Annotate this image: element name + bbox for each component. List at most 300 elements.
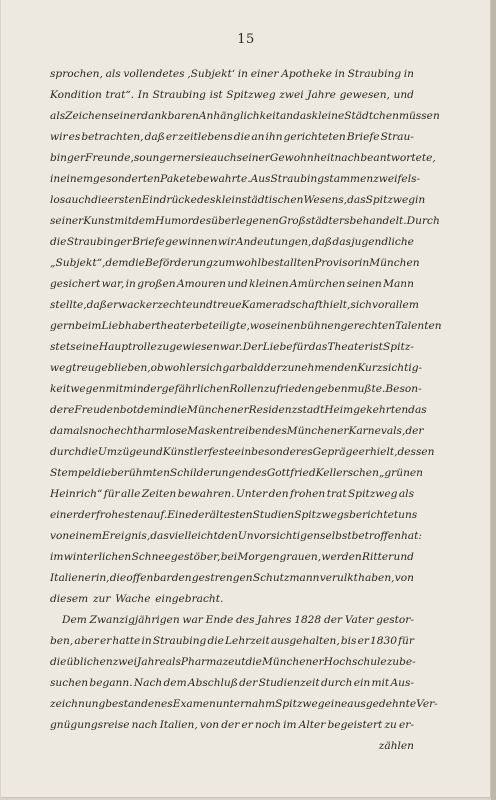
text-line bbox=[50, 106, 440, 127]
word: beteiligte, bbox=[195, 320, 250, 332]
word: Spitzweg bbox=[275, 698, 325, 710]
word: ersten bbox=[107, 194, 142, 206]
word: ihn bbox=[265, 131, 283, 143]
word: frohesten bbox=[95, 509, 148, 521]
word: begann. bbox=[89, 677, 133, 689]
word: mit bbox=[114, 215, 132, 227]
word: gnügungsreise bbox=[50, 719, 130, 731]
word: für bbox=[292, 341, 309, 353]
word: offenbar bbox=[126, 572, 172, 584]
word: zur bbox=[92, 593, 111, 605]
word: war bbox=[182, 614, 203, 626]
book-page bbox=[1, 0, 491, 798]
word: Jahre bbox=[307, 89, 336, 101]
word: in bbox=[160, 404, 171, 416]
word: kleinen bbox=[249, 278, 289, 290]
word: hat: bbox=[400, 530, 422, 542]
word: Straubing bbox=[347, 68, 402, 80]
word: Zwanzigjährigen bbox=[89, 614, 180, 626]
word: in bbox=[125, 278, 136, 290]
word: und bbox=[393, 551, 414, 563]
word: er bbox=[184, 152, 196, 164]
word: Stempel bbox=[50, 467, 95, 479]
word: treue bbox=[212, 299, 242, 311]
word: in bbox=[359, 257, 370, 269]
word: Rollen bbox=[229, 383, 264, 395]
word: Schilderungen bbox=[169, 467, 249, 479]
word: alle bbox=[121, 488, 141, 500]
word: Kondition bbox=[50, 89, 102, 101]
word: Kurzsichtig- bbox=[357, 362, 423, 374]
word: zechte bbox=[157, 299, 193, 311]
word: unternahm bbox=[215, 698, 276, 710]
word: ist bbox=[369, 341, 383, 353]
word: Eine bbox=[167, 509, 192, 521]
word: die bbox=[50, 656, 67, 668]
word: von bbox=[394, 572, 414, 584]
word: echt bbox=[114, 425, 138, 437]
word: überlegenen bbox=[211, 215, 279, 227]
word: Durch bbox=[406, 215, 440, 227]
word: Kunst bbox=[83, 215, 115, 227]
word: trat bbox=[326, 488, 347, 500]
word: die bbox=[50, 236, 67, 248]
word: wir bbox=[217, 236, 236, 248]
word: das bbox=[308, 341, 328, 353]
word: eingebracht. bbox=[155, 593, 224, 605]
word: kleinstädtischen bbox=[215, 194, 304, 206]
word: Münchener bbox=[186, 404, 249, 416]
text-line bbox=[50, 442, 435, 463]
word: betrachten, bbox=[81, 131, 144, 143]
word: und bbox=[393, 89, 414, 101]
word: zählen bbox=[378, 740, 414, 752]
word: seiner bbox=[50, 215, 84, 227]
word: Unvorsichtigen bbox=[237, 530, 321, 542]
word: weg bbox=[50, 362, 73, 374]
word: frohen bbox=[289, 488, 326, 500]
text-line bbox=[50, 148, 436, 169]
word: der bbox=[239, 677, 258, 689]
word: selbst bbox=[320, 530, 352, 542]
word: so bbox=[133, 152, 146, 164]
word: keit bbox=[50, 383, 71, 395]
text-line bbox=[50, 64, 414, 85]
word: Amürchen bbox=[289, 278, 346, 290]
word: binger bbox=[50, 152, 86, 164]
word: wohlbestallten bbox=[235, 257, 315, 269]
word: Briefe bbox=[346, 131, 380, 143]
text-line bbox=[50, 337, 414, 358]
word: ben, bbox=[50, 635, 74, 647]
text-line bbox=[50, 316, 442, 337]
word: diesem bbox=[50, 593, 89, 605]
word: Ende bbox=[205, 614, 234, 626]
text-line bbox=[50, 652, 414, 673]
word: Aus bbox=[250, 173, 271, 185]
word: Gottfried bbox=[266, 467, 316, 479]
word: Spitz- bbox=[383, 341, 414, 353]
word: besonderes bbox=[251, 446, 313, 458]
word: bot bbox=[119, 404, 138, 416]
word: Residenzstadt bbox=[248, 404, 325, 416]
text-line bbox=[50, 190, 426, 211]
word: ungern bbox=[145, 152, 185, 164]
word: dankbaren bbox=[141, 110, 199, 122]
word: sprochen, bbox=[50, 68, 103, 80]
word: Münchener bbox=[286, 425, 349, 437]
word: Studien bbox=[252, 509, 295, 521]
word: zeitlebens bbox=[178, 131, 233, 143]
word: bühnengerechten bbox=[300, 320, 396, 332]
word: durch bbox=[320, 677, 353, 689]
word: Liebhabertheater bbox=[101, 320, 196, 332]
word: Liebe bbox=[262, 341, 293, 353]
word: be- bbox=[399, 656, 416, 668]
word: dem bbox=[137, 404, 161, 416]
word: Wesens, bbox=[303, 194, 348, 206]
word: daß bbox=[311, 236, 332, 248]
word: der bbox=[77, 509, 96, 521]
word: nach bbox=[334, 152, 361, 164]
word: einem bbox=[60, 173, 94, 185]
word: Maskentreiben bbox=[187, 425, 269, 437]
word: bestandenes bbox=[105, 698, 173, 710]
word: die bbox=[128, 257, 145, 269]
word: Theater bbox=[327, 341, 370, 353]
word: vollendetes bbox=[123, 68, 185, 80]
word: Strau- bbox=[380, 131, 414, 143]
word: er bbox=[99, 635, 112, 647]
word: Ver- bbox=[416, 698, 438, 710]
word: Gepräge bbox=[312, 446, 359, 458]
text-line bbox=[50, 232, 414, 253]
word: Examen bbox=[172, 698, 216, 710]
word: gewinnen bbox=[165, 236, 218, 248]
word: zu bbox=[384, 719, 397, 731]
word: Talenten bbox=[395, 320, 442, 332]
page-edge bbox=[491, 0, 496, 800]
text-line bbox=[50, 463, 423, 484]
word: einer bbox=[50, 509, 78, 521]
word: Hauptrolle bbox=[98, 341, 157, 353]
word: zunehmenden bbox=[282, 362, 358, 374]
word: wir bbox=[50, 131, 68, 143]
word: Studienzeit bbox=[258, 677, 320, 689]
word: harmlose bbox=[137, 425, 188, 437]
text-line bbox=[50, 547, 414, 568]
word: Jahres bbox=[257, 614, 292, 626]
word: als bbox=[165, 656, 181, 668]
word: jugendliche bbox=[351, 236, 414, 248]
word: zwei bbox=[279, 89, 304, 101]
word: Großstädters bbox=[278, 215, 350, 227]
page-number: 15 bbox=[237, 32, 255, 47]
word: ist bbox=[209, 89, 223, 101]
word: im bbox=[283, 719, 297, 731]
word: gesonderten bbox=[93, 173, 161, 185]
word: beantwortete, bbox=[360, 152, 436, 164]
word: dem bbox=[163, 677, 187, 689]
word: noch bbox=[88, 425, 115, 437]
text-line bbox=[50, 715, 414, 736]
word: und bbox=[142, 446, 163, 458]
word: der bbox=[323, 614, 343, 626]
word: Humor bbox=[155, 215, 193, 227]
word: daß bbox=[86, 299, 107, 311]
word: in bbox=[415, 194, 426, 206]
word: üblichen bbox=[66, 656, 113, 668]
word: Amouren bbox=[176, 278, 227, 290]
word: dessen bbox=[397, 446, 435, 458]
word: Briefe bbox=[132, 236, 165, 248]
text-line bbox=[50, 85, 414, 106]
word: ältesten bbox=[209, 509, 253, 521]
word: „grünen bbox=[378, 467, 423, 479]
word: Pakete bbox=[160, 173, 197, 185]
word: werden bbox=[321, 551, 362, 563]
word: hatte bbox=[112, 635, 141, 647]
word: seiner bbox=[236, 152, 270, 164]
word: war, bbox=[101, 278, 125, 290]
word: Ritter bbox=[361, 551, 394, 563]
body-text bbox=[50, 64, 442, 757]
word: Schutzmann bbox=[252, 572, 320, 584]
word: von bbox=[50, 530, 70, 542]
word: des bbox=[236, 614, 255, 626]
word: für bbox=[398, 635, 414, 647]
word: mit bbox=[371, 677, 390, 689]
word: Apotheke bbox=[281, 68, 333, 80]
word: Morgengrauen, bbox=[237, 551, 322, 563]
word: zeichnung bbox=[50, 698, 106, 710]
word: es bbox=[68, 131, 81, 143]
word: mußte. bbox=[347, 383, 386, 395]
word: der bbox=[405, 425, 424, 437]
word: bewahren. bbox=[177, 488, 235, 500]
word: Pharmazeut bbox=[180, 656, 246, 668]
text-line bbox=[50, 631, 414, 652]
word: bewahrte. bbox=[196, 173, 251, 185]
word: die bbox=[94, 467, 111, 479]
word: Nach bbox=[133, 677, 163, 689]
word: auch bbox=[210, 152, 237, 164]
word: berühmten bbox=[110, 467, 170, 479]
text-line bbox=[50, 505, 418, 526]
word: an bbox=[251, 131, 265, 143]
word: betroffen bbox=[351, 530, 401, 542]
word: von bbox=[199, 719, 220, 731]
word: behandelt. bbox=[349, 215, 407, 227]
text-line bbox=[50, 211, 440, 232]
word: dem bbox=[105, 257, 129, 269]
word: sie bbox=[195, 152, 211, 164]
word: München bbox=[369, 257, 420, 269]
text-line bbox=[50, 295, 419, 316]
word: Schneegestöber, bbox=[131, 551, 221, 563]
word: Dem bbox=[62, 614, 87, 626]
word: das bbox=[332, 236, 351, 248]
word: der bbox=[221, 719, 240, 731]
word: und bbox=[227, 278, 248, 290]
word: Spitzweg bbox=[348, 488, 398, 500]
word: ‚Subjekt‘ bbox=[187, 68, 236, 80]
word: ausgehalten, bbox=[270, 635, 340, 647]
word: suchen bbox=[50, 677, 89, 689]
text-line bbox=[50, 400, 427, 421]
word: seiner bbox=[108, 110, 142, 122]
word: 1828 bbox=[294, 614, 322, 626]
text-line bbox=[50, 484, 414, 505]
word: er bbox=[357, 635, 369, 647]
word: verulkt bbox=[319, 572, 358, 584]
word: die bbox=[170, 404, 187, 416]
word: Provisor bbox=[314, 257, 360, 269]
word: winterlichen bbox=[63, 551, 132, 563]
word: er bbox=[189, 362, 201, 374]
word: auch bbox=[65, 194, 92, 206]
word: an bbox=[279, 110, 294, 122]
word: gefährlichen bbox=[161, 383, 230, 395]
word: die bbox=[91, 194, 108, 206]
word: Mann bbox=[383, 278, 414, 290]
word: Beson- bbox=[385, 383, 422, 395]
word: Andeutungen, bbox=[235, 236, 312, 248]
word: vor bbox=[372, 299, 390, 311]
word: Jahre bbox=[137, 656, 166, 668]
word: großen bbox=[137, 278, 176, 290]
word: bald bbox=[240, 362, 264, 374]
word: gestrengen bbox=[191, 572, 253, 584]
word: in bbox=[237, 68, 249, 80]
word: seinen bbox=[265, 320, 301, 332]
word: vielleicht bbox=[168, 530, 218, 542]
word: stellte, bbox=[50, 299, 87, 311]
word: als bbox=[398, 488, 414, 500]
word: in bbox=[334, 68, 345, 80]
word: eine bbox=[75, 341, 99, 353]
word: den bbox=[171, 572, 192, 584]
word: mit bbox=[105, 383, 124, 395]
text-line bbox=[50, 253, 420, 274]
word: gar bbox=[222, 362, 241, 374]
word: noch bbox=[255, 719, 281, 731]
text-line bbox=[50, 358, 423, 379]
word: als bbox=[105, 68, 121, 80]
word: das bbox=[293, 110, 312, 122]
word: Lehrzeit bbox=[225, 635, 270, 647]
word: haben, bbox=[358, 572, 395, 584]
word: den bbox=[217, 530, 238, 542]
word: zwei bbox=[112, 656, 137, 668]
word: Unter bbox=[235, 488, 268, 500]
word: zugewiesen bbox=[156, 341, 220, 353]
word: im bbox=[50, 551, 64, 563]
word: Künstlerfeste bbox=[162, 446, 235, 458]
word: zweifels- bbox=[373, 173, 421, 185]
word: Straubing bbox=[270, 173, 324, 185]
word: die bbox=[233, 131, 251, 143]
word: des bbox=[196, 194, 216, 206]
word: ein bbox=[234, 446, 252, 458]
word: er bbox=[165, 131, 178, 143]
word: obwohl bbox=[150, 362, 190, 374]
word: Spitzweg bbox=[365, 194, 416, 206]
word: wegen bbox=[70, 383, 106, 395]
word: Kellerschen bbox=[315, 467, 379, 479]
word: Beförderung bbox=[144, 257, 213, 269]
word: er- bbox=[399, 719, 414, 731]
word: kleine bbox=[311, 110, 345, 122]
text-line bbox=[50, 589, 414, 610]
word: seinen bbox=[346, 278, 382, 290]
word: Wache bbox=[115, 593, 151, 605]
word: Heimgekehrten bbox=[324, 404, 409, 416]
word: gerichteten bbox=[283, 131, 346, 143]
word: das bbox=[408, 404, 427, 416]
word: Spitzweg bbox=[226, 89, 276, 101]
word: Münchener bbox=[261, 656, 324, 668]
text-line bbox=[50, 568, 414, 589]
word: Kameradschaft bbox=[241, 299, 323, 311]
word: Alter bbox=[298, 719, 326, 731]
word: treu bbox=[72, 362, 95, 374]
word: minder bbox=[123, 383, 162, 395]
word: des bbox=[268, 425, 287, 437]
text-line bbox=[50, 127, 414, 148]
word: bei bbox=[220, 551, 238, 563]
word: des bbox=[192, 215, 212, 227]
word: geblieben, bbox=[94, 362, 151, 374]
word: in bbox=[141, 635, 152, 647]
word: 1830 bbox=[370, 635, 397, 647]
word: In bbox=[137, 89, 149, 101]
word: das bbox=[347, 194, 366, 206]
word: Karnevals, bbox=[348, 425, 406, 437]
word: Abschluß bbox=[187, 677, 238, 689]
word: war. bbox=[219, 341, 243, 353]
word: den bbox=[268, 488, 289, 500]
word: gestor- bbox=[376, 614, 414, 626]
word: dere bbox=[50, 404, 75, 416]
word: durch bbox=[50, 446, 82, 458]
text-line bbox=[50, 736, 414, 757]
word: zu bbox=[386, 656, 400, 668]
word: einem bbox=[69, 530, 102, 542]
word: der bbox=[191, 509, 210, 521]
word: eine bbox=[324, 698, 348, 710]
word: die bbox=[245, 656, 262, 668]
word: Heinrich“ bbox=[50, 488, 103, 500]
text-line bbox=[50, 169, 421, 190]
word: Freuden bbox=[74, 404, 120, 416]
word: dem bbox=[132, 215, 156, 227]
word: Spitzwegs bbox=[294, 509, 350, 521]
word: hielt, bbox=[322, 299, 351, 311]
word: und bbox=[192, 299, 213, 311]
word: stammen bbox=[324, 173, 374, 185]
word: begeistert bbox=[327, 719, 383, 731]
text-line bbox=[50, 673, 414, 694]
word: Italien, bbox=[159, 719, 198, 731]
word: zufriedengeben bbox=[263, 383, 348, 395]
word: in bbox=[403, 68, 414, 80]
word: Ereignis, bbox=[101, 530, 151, 542]
word: in bbox=[50, 173, 61, 185]
word: Gewohnheit bbox=[269, 152, 335, 164]
word: Der bbox=[242, 341, 263, 353]
word: damals bbox=[50, 425, 89, 437]
